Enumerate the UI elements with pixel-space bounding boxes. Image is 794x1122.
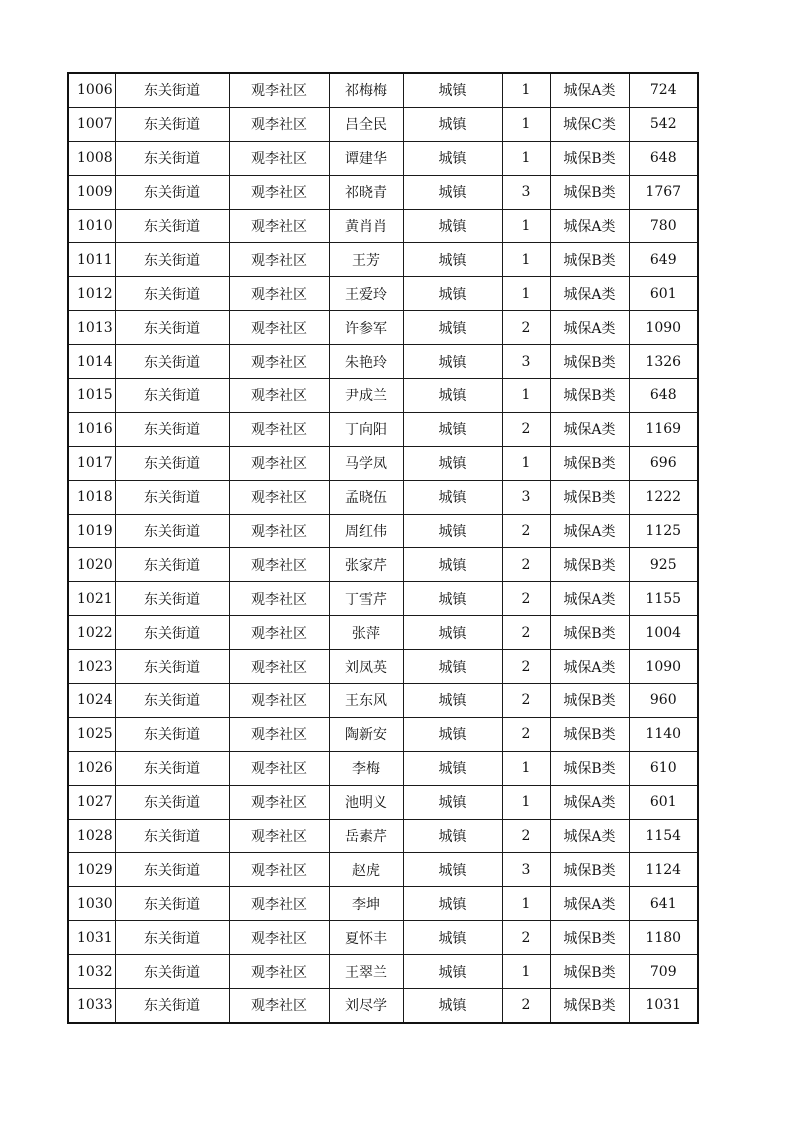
street-cell: 东关街道 bbox=[115, 73, 229, 107]
table-row bbox=[68, 480, 698, 514]
street-cell: 东关街道 bbox=[115, 107, 229, 141]
household-count-cell: 1 bbox=[502, 955, 550, 989]
category-cell: 城保B类 bbox=[550, 141, 629, 175]
name-cell: 祁梅梅 bbox=[329, 73, 403, 107]
household-count-cell: 2 bbox=[502, 684, 550, 718]
category-cell: 城保B类 bbox=[550, 921, 629, 955]
area-cell: 城镇 bbox=[403, 412, 502, 446]
area-cell: 城镇 bbox=[403, 209, 502, 243]
community-cell: 观李社区 bbox=[229, 514, 329, 548]
table-row bbox=[68, 311, 698, 345]
category-cell: 城保A类 bbox=[550, 514, 629, 548]
community-cell: 观李社区 bbox=[229, 107, 329, 141]
name-cell: 许参军 bbox=[329, 311, 403, 345]
amount-cell: 601 bbox=[629, 277, 698, 311]
household-count-cell: 1 bbox=[502, 107, 550, 141]
area-cell: 城镇 bbox=[403, 514, 502, 548]
table-row bbox=[68, 785, 698, 819]
table-row bbox=[68, 345, 698, 379]
household-count-cell: 2 bbox=[502, 989, 550, 1023]
community-cell: 观李社区 bbox=[229, 209, 329, 243]
category-cell: 城保B类 bbox=[550, 243, 629, 277]
street-cell: 东关街道 bbox=[115, 819, 229, 853]
community-cell: 观李社区 bbox=[229, 243, 329, 277]
household-count-cell: 2 bbox=[502, 582, 550, 616]
street-cell: 东关街道 bbox=[115, 277, 229, 311]
household-count-cell: 1 bbox=[502, 446, 550, 480]
category-cell: 城保B类 bbox=[550, 751, 629, 785]
amount-cell: 610 bbox=[629, 751, 698, 785]
area-cell: 城镇 bbox=[403, 853, 502, 887]
amount-cell: 1004 bbox=[629, 616, 698, 650]
household-count-cell: 2 bbox=[502, 650, 550, 684]
household-count-cell: 1 bbox=[502, 141, 550, 175]
table-row bbox=[68, 73, 698, 107]
record-id-cell: 1016 bbox=[68, 412, 115, 446]
name-cell: 陶新安 bbox=[329, 717, 403, 751]
category-cell: 城保B类 bbox=[550, 446, 629, 480]
name-cell: 尹成兰 bbox=[329, 379, 403, 413]
area-cell: 城镇 bbox=[403, 480, 502, 514]
amount-cell: 1090 bbox=[629, 311, 698, 345]
street-cell: 东关街道 bbox=[115, 175, 229, 209]
street-cell: 东关街道 bbox=[115, 379, 229, 413]
record-id-cell: 1020 bbox=[68, 548, 115, 582]
area-cell: 城镇 bbox=[403, 446, 502, 480]
household-count-cell: 1 bbox=[502, 73, 550, 107]
street-cell: 东关街道 bbox=[115, 616, 229, 650]
community-cell: 观李社区 bbox=[229, 684, 329, 718]
name-cell: 张家芹 bbox=[329, 548, 403, 582]
table-row bbox=[68, 819, 698, 853]
record-id-cell: 1019 bbox=[68, 514, 115, 548]
area-cell: 城镇 bbox=[403, 345, 502, 379]
street-cell: 东关街道 bbox=[115, 311, 229, 345]
table-row bbox=[68, 141, 698, 175]
name-cell: 王翠兰 bbox=[329, 955, 403, 989]
amount-cell: 696 bbox=[629, 446, 698, 480]
household-count-cell: 1 bbox=[502, 751, 550, 785]
street-cell: 东关街道 bbox=[115, 684, 229, 718]
category-cell: 城保B类 bbox=[550, 379, 629, 413]
table-row bbox=[68, 989, 698, 1023]
street-cell: 东关街道 bbox=[115, 243, 229, 277]
name-cell: 黄肖肖 bbox=[329, 209, 403, 243]
amount-cell: 648 bbox=[629, 141, 698, 175]
category-cell: 城保A类 bbox=[550, 819, 629, 853]
amount-cell: 1169 bbox=[629, 412, 698, 446]
household-count-cell: 2 bbox=[502, 921, 550, 955]
street-cell: 东关街道 bbox=[115, 887, 229, 921]
category-cell: 城保B类 bbox=[550, 175, 629, 209]
name-cell: 赵虎 bbox=[329, 853, 403, 887]
name-cell: 李梅 bbox=[329, 751, 403, 785]
street-cell: 东关街道 bbox=[115, 514, 229, 548]
record-id-cell: 1012 bbox=[68, 277, 115, 311]
household-count-cell: 2 bbox=[502, 514, 550, 548]
record-id-cell: 1007 bbox=[68, 107, 115, 141]
amount-cell: 1155 bbox=[629, 582, 698, 616]
category-cell: 城保B类 bbox=[550, 684, 629, 718]
name-cell: 马学凤 bbox=[329, 446, 403, 480]
amount-cell: 1031 bbox=[629, 989, 698, 1023]
record-id-cell: 1027 bbox=[68, 785, 115, 819]
street-cell: 东关街道 bbox=[115, 209, 229, 243]
record-id-cell: 1011 bbox=[68, 243, 115, 277]
amount-cell: 1326 bbox=[629, 345, 698, 379]
street-cell: 东关街道 bbox=[115, 141, 229, 175]
community-cell: 观李社区 bbox=[229, 379, 329, 413]
household-count-cell: 1 bbox=[502, 243, 550, 277]
household-count-cell: 1 bbox=[502, 887, 550, 921]
name-cell: 吕全民 bbox=[329, 107, 403, 141]
community-cell: 观李社区 bbox=[229, 616, 329, 650]
community-cell: 观李社区 bbox=[229, 853, 329, 887]
amount-cell: 925 bbox=[629, 548, 698, 582]
table-row bbox=[68, 921, 698, 955]
household-count-cell: 3 bbox=[502, 480, 550, 514]
name-cell: 池明义 bbox=[329, 785, 403, 819]
community-cell: 观李社区 bbox=[229, 650, 329, 684]
table-row bbox=[68, 514, 698, 548]
street-cell: 东关街道 bbox=[115, 446, 229, 480]
amount-cell: 1090 bbox=[629, 650, 698, 684]
name-cell: 刘凤英 bbox=[329, 650, 403, 684]
area-cell: 城镇 bbox=[403, 548, 502, 582]
table-row bbox=[68, 684, 698, 718]
record-id-cell: 1009 bbox=[68, 175, 115, 209]
area-cell: 城镇 bbox=[403, 311, 502, 345]
community-cell: 观李社区 bbox=[229, 819, 329, 853]
amount-cell: 1140 bbox=[629, 717, 698, 751]
table-row bbox=[68, 887, 698, 921]
record-id-cell: 1010 bbox=[68, 209, 115, 243]
amount-cell: 1124 bbox=[629, 853, 698, 887]
record-id-cell: 1032 bbox=[68, 955, 115, 989]
category-cell: 城保B类 bbox=[550, 989, 629, 1023]
area-cell: 城镇 bbox=[403, 141, 502, 175]
street-cell: 东关街道 bbox=[115, 989, 229, 1023]
community-cell: 观李社区 bbox=[229, 785, 329, 819]
street-cell: 东关街道 bbox=[115, 548, 229, 582]
name-cell: 周红伟 bbox=[329, 514, 403, 548]
record-id-cell: 1013 bbox=[68, 311, 115, 345]
household-count-cell: 3 bbox=[502, 175, 550, 209]
community-cell: 观李社区 bbox=[229, 141, 329, 175]
amount-cell: 1125 bbox=[629, 514, 698, 548]
community-cell: 观李社区 bbox=[229, 887, 329, 921]
name-cell: 张萍 bbox=[329, 616, 403, 650]
record-id-cell: 1029 bbox=[68, 853, 115, 887]
household-count-cell: 2 bbox=[502, 311, 550, 345]
record-id-cell: 1021 bbox=[68, 582, 115, 616]
record-id-cell: 1025 bbox=[68, 717, 115, 751]
area-cell: 城镇 bbox=[403, 379, 502, 413]
category-cell: 城保A类 bbox=[550, 650, 629, 684]
community-cell: 观李社区 bbox=[229, 277, 329, 311]
name-cell: 谭建华 bbox=[329, 141, 403, 175]
area-cell: 城镇 bbox=[403, 616, 502, 650]
record-id-cell: 1031 bbox=[68, 921, 115, 955]
category-cell: 城保B类 bbox=[550, 480, 629, 514]
record-id-cell: 1018 bbox=[68, 480, 115, 514]
category-cell: 城保B类 bbox=[550, 853, 629, 887]
area-cell: 城镇 bbox=[403, 819, 502, 853]
name-cell: 王东风 bbox=[329, 684, 403, 718]
community-cell: 观李社区 bbox=[229, 480, 329, 514]
amount-cell: 641 bbox=[629, 887, 698, 921]
table-row bbox=[68, 548, 698, 582]
community-cell: 观李社区 bbox=[229, 446, 329, 480]
household-count-cell: 1 bbox=[502, 379, 550, 413]
area-cell: 城镇 bbox=[403, 73, 502, 107]
table-row bbox=[68, 277, 698, 311]
category-cell: 城保B类 bbox=[550, 955, 629, 989]
table-row bbox=[68, 107, 698, 141]
category-cell: 城保B类 bbox=[550, 616, 629, 650]
record-id-cell: 1014 bbox=[68, 345, 115, 379]
amount-cell: 648 bbox=[629, 379, 698, 413]
street-cell: 东关街道 bbox=[115, 751, 229, 785]
category-cell: 城保A类 bbox=[550, 582, 629, 616]
roster-table bbox=[67, 72, 699, 1024]
community-cell: 观李社区 bbox=[229, 73, 329, 107]
area-cell: 城镇 bbox=[403, 650, 502, 684]
category-cell: 城保B类 bbox=[550, 345, 629, 379]
record-id-cell: 1023 bbox=[68, 650, 115, 684]
record-id-cell: 1026 bbox=[68, 751, 115, 785]
street-cell: 东关街道 bbox=[115, 480, 229, 514]
community-cell: 观李社区 bbox=[229, 175, 329, 209]
name-cell: 刘尽学 bbox=[329, 989, 403, 1023]
area-cell: 城镇 bbox=[403, 582, 502, 616]
street-cell: 东关街道 bbox=[115, 412, 229, 446]
category-cell: 城保A类 bbox=[550, 209, 629, 243]
street-cell: 东关街道 bbox=[115, 921, 229, 955]
table-row bbox=[68, 717, 698, 751]
record-id-cell: 1015 bbox=[68, 379, 115, 413]
table-row bbox=[68, 650, 698, 684]
name-cell: 王爱玲 bbox=[329, 277, 403, 311]
area-cell: 城镇 bbox=[403, 955, 502, 989]
record-id-cell: 1017 bbox=[68, 446, 115, 480]
name-cell: 李坤 bbox=[329, 887, 403, 921]
community-cell: 观李社区 bbox=[229, 717, 329, 751]
household-count-cell: 2 bbox=[502, 412, 550, 446]
category-cell: 城保A类 bbox=[550, 785, 629, 819]
amount-cell: 960 bbox=[629, 684, 698, 718]
category-cell: 城保A类 bbox=[550, 311, 629, 345]
record-id-cell: 1030 bbox=[68, 887, 115, 921]
category-cell: 城保A类 bbox=[550, 277, 629, 311]
table-row bbox=[68, 243, 698, 277]
roster-body bbox=[68, 73, 698, 1023]
area-cell: 城镇 bbox=[403, 887, 502, 921]
household-count-cell: 1 bbox=[502, 785, 550, 819]
record-id-cell: 1033 bbox=[68, 989, 115, 1023]
household-count-cell: 2 bbox=[502, 717, 550, 751]
household-count-cell: 3 bbox=[502, 345, 550, 379]
name-cell: 朱艳玲 bbox=[329, 345, 403, 379]
table-row bbox=[68, 175, 698, 209]
category-cell: 城保B类 bbox=[550, 548, 629, 582]
amount-cell: 724 bbox=[629, 73, 698, 107]
amount-cell: 1222 bbox=[629, 480, 698, 514]
table-row bbox=[68, 379, 698, 413]
street-cell: 东关街道 bbox=[115, 717, 229, 751]
table-row bbox=[68, 853, 698, 887]
area-cell: 城镇 bbox=[403, 243, 502, 277]
name-cell: 丁雪芹 bbox=[329, 582, 403, 616]
area-cell: 城镇 bbox=[403, 751, 502, 785]
category-cell: 城保A类 bbox=[550, 412, 629, 446]
record-id-cell: 1024 bbox=[68, 684, 115, 718]
category-cell: 城保A类 bbox=[550, 73, 629, 107]
household-count-cell: 3 bbox=[502, 853, 550, 887]
name-cell: 丁向阳 bbox=[329, 412, 403, 446]
name-cell: 夏怀丰 bbox=[329, 921, 403, 955]
table-row bbox=[68, 582, 698, 616]
area-cell: 城镇 bbox=[403, 684, 502, 718]
name-cell: 孟晓伍 bbox=[329, 480, 403, 514]
record-id-cell: 1006 bbox=[68, 73, 115, 107]
record-id-cell: 1028 bbox=[68, 819, 115, 853]
amount-cell: 601 bbox=[629, 785, 698, 819]
amount-cell: 1767 bbox=[629, 175, 698, 209]
street-cell: 东关街道 bbox=[115, 582, 229, 616]
street-cell: 东关街道 bbox=[115, 650, 229, 684]
household-count-cell: 1 bbox=[502, 277, 550, 311]
community-cell: 观李社区 bbox=[229, 311, 329, 345]
community-cell: 观李社区 bbox=[229, 955, 329, 989]
community-cell: 观李社区 bbox=[229, 548, 329, 582]
area-cell: 城镇 bbox=[403, 175, 502, 209]
table-row bbox=[68, 412, 698, 446]
household-count-cell: 2 bbox=[502, 548, 550, 582]
street-cell: 东关街道 bbox=[115, 955, 229, 989]
table-row bbox=[68, 751, 698, 785]
name-cell: 岳素芹 bbox=[329, 819, 403, 853]
household-count-cell: 1 bbox=[502, 209, 550, 243]
amount-cell: 780 bbox=[629, 209, 698, 243]
table-row bbox=[68, 446, 698, 480]
record-id-cell: 1008 bbox=[68, 141, 115, 175]
table-row bbox=[68, 955, 698, 989]
area-cell: 城镇 bbox=[403, 277, 502, 311]
category-cell: 城保B类 bbox=[550, 717, 629, 751]
community-cell: 观李社区 bbox=[229, 751, 329, 785]
street-cell: 东关街道 bbox=[115, 785, 229, 819]
household-count-cell: 2 bbox=[502, 819, 550, 853]
amount-cell: 649 bbox=[629, 243, 698, 277]
amount-cell: 1180 bbox=[629, 921, 698, 955]
street-cell: 东关街道 bbox=[115, 853, 229, 887]
household-count-cell: 2 bbox=[502, 616, 550, 650]
category-cell: 城保A类 bbox=[550, 887, 629, 921]
community-cell: 观李社区 bbox=[229, 345, 329, 379]
record-id-cell: 1022 bbox=[68, 616, 115, 650]
amount-cell: 542 bbox=[629, 107, 698, 141]
community-cell: 观李社区 bbox=[229, 582, 329, 616]
area-cell: 城镇 bbox=[403, 717, 502, 751]
table-row bbox=[68, 209, 698, 243]
area-cell: 城镇 bbox=[403, 921, 502, 955]
area-cell: 城镇 bbox=[403, 989, 502, 1023]
table-row bbox=[68, 616, 698, 650]
area-cell: 城镇 bbox=[403, 785, 502, 819]
community-cell: 观李社区 bbox=[229, 989, 329, 1023]
name-cell: 祁晓青 bbox=[329, 175, 403, 209]
area-cell: 城镇 bbox=[403, 107, 502, 141]
category-cell: 城保C类 bbox=[550, 107, 629, 141]
community-cell: 观李社区 bbox=[229, 921, 329, 955]
street-cell: 东关街道 bbox=[115, 345, 229, 379]
amount-cell: 709 bbox=[629, 955, 698, 989]
amount-cell: 1154 bbox=[629, 819, 698, 853]
name-cell: 王芳 bbox=[329, 243, 403, 277]
community-cell: 观李社区 bbox=[229, 412, 329, 446]
